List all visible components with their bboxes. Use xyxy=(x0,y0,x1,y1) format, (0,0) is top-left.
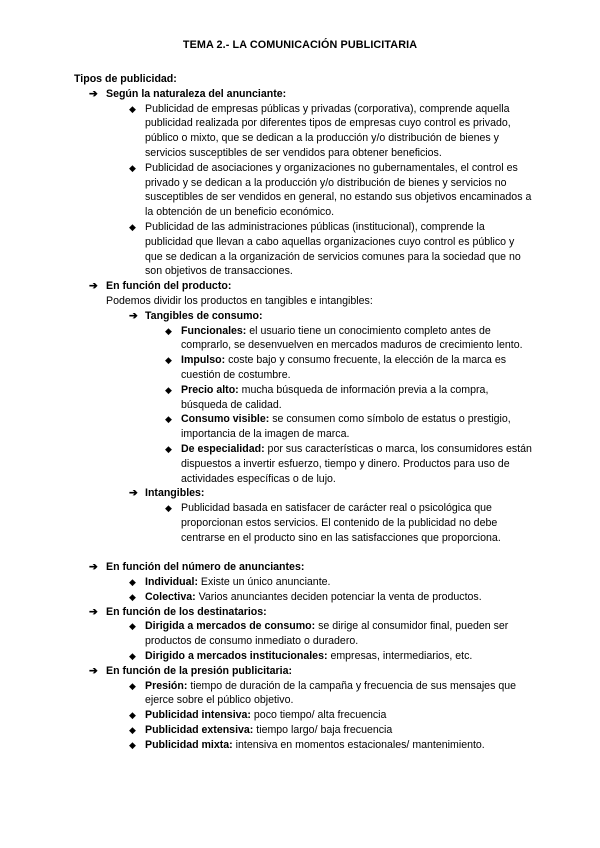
diamond-bullet-icon: ◆ xyxy=(129,591,136,602)
subheading-intangibles: ➔ Intangibles: xyxy=(129,487,205,500)
diamond-bullet-icon: ◆ xyxy=(165,325,172,336)
arrow-icon: ➔ xyxy=(89,605,98,618)
diamond-bullet-icon: ◆ xyxy=(165,443,172,454)
list-item: ◆ Dirigido a mercados institucionales: empresas, intermediarios, etc. xyxy=(129,650,473,663)
list-item: ◆ Presión: tiempo de duración de la campaña y frecuencia de sus mensajes que ejerce sobre el público objetivo. xyxy=(129,679,516,707)
diamond-bullet-icon: ◆ xyxy=(129,651,136,662)
arrow-icon: ➔ xyxy=(129,309,138,322)
arrow-icon: ➔ xyxy=(89,561,98,574)
document-body xyxy=(74,72,534,753)
diamond-bullet-icon: ◆ xyxy=(165,414,172,425)
arrow-icon: ➔ xyxy=(89,280,98,293)
list-item: ◆ Impulso: coste bajo y consumo frecuente, la elección de la marca es cuestión de costumbre. xyxy=(165,354,507,381)
diamond-bullet-icon: ◆ xyxy=(129,725,136,736)
spacer xyxy=(74,546,534,561)
list-item: ◆ Publicidad de las administraciones públicas (institucional), comprende la publicidad que llevan a cabo aquellas organizaciones cuyo control es público y que se dedican a la organización de servicios comunes para la sociedad que no son objetivos de transacciones. xyxy=(129,220,521,278)
diamond-bullet-icon: ◆ xyxy=(129,621,136,632)
diamond-bullet-icon: ◆ xyxy=(129,577,136,588)
list-item: ◆ Precio alto: mucha búsqueda de información previa a la compra, búsqueda de calidad. xyxy=(165,383,489,411)
page-title: TEMA 2.- LA COMUNICACIÓN PUBLICITARIA xyxy=(182,39,418,51)
diamond-bullet-icon: ◆ xyxy=(165,384,172,395)
list-item: ◆ Publicidad de empresas públicas y privadas (corporativa), comprende aquella publicidad realizada por diferentes tipos de empresas cuyo control es privado, público o mixto, que se dedican a la producción y/o distribución de bienes y servicios susceptibles de ser vendidos para obtener beneficios. xyxy=(129,102,511,159)
diamond-bullet-icon: ◆ xyxy=(129,103,136,114)
list-item: ◆ Publicidad intensiva: poco tiempo/ alta frecuencia xyxy=(129,709,387,722)
diamond-bullet-icon: ◆ xyxy=(129,739,136,750)
diamond-bullet-icon: ◆ xyxy=(165,503,172,514)
diamond-bullet-icon: ◆ xyxy=(129,710,136,721)
heading-destinatarios: ➔ En función de los destinatarios: xyxy=(89,605,267,618)
diamond-bullet-icon: ◆ xyxy=(129,680,136,691)
arrow-icon: ➔ xyxy=(129,487,138,500)
list-item: ◆ Publicidad basada en satisfacer de carácter real o psicológica que proporcionan estos servicios. El contenido de la publicidad no debe centrarse en el producto sino en las satisfacciones que proporciona. xyxy=(165,502,501,544)
list-item: ◆ Funcionales: el usuario tiene un conocimiento completo antes de comprarlo, se desenvuelven en mercados maduros de crecimiento lento. xyxy=(165,324,523,352)
list-item: ◆ Individual: Existe un único anunciante. xyxy=(129,576,331,589)
diamond-bullet-icon: ◆ xyxy=(129,162,136,173)
list-item: ◆ Publicidad extensiva: tiempo largo/ baja frecuencia xyxy=(129,724,393,737)
list-item: ◆ Consumo visible: se consumen como símbolo de estatus o prestigio, importancia de la imagen de marca. xyxy=(165,413,511,441)
arrow-icon: ➔ xyxy=(89,664,98,677)
heading-presion-publicitaria: ➔ En función de la presión publicitaria: xyxy=(89,664,293,677)
heading-funcion-producto: ➔ En función del producto: xyxy=(89,280,232,293)
intro-text: Podemos dividir los productos en tangibles e intangibles: xyxy=(106,294,373,307)
list-item: ◆ Dirigida a mercados de consumo: se dirige al consumidor final, pueden ser productos de consumo inmediato o duradero. xyxy=(129,620,509,648)
diamond-bullet-icon: ◆ xyxy=(165,355,172,366)
section-heading-tipos: Tipos de publicidad: xyxy=(74,73,177,85)
arrow-icon: ➔ xyxy=(89,87,98,100)
heading-naturaleza-anunciante: ➔ Según la naturaleza del anunciante: xyxy=(89,87,287,100)
list-item: ◆ Colectiva: Varios anunciantes deciden potenciar la venta de productos. xyxy=(129,590,482,603)
subheading-tangibles: ➔ Tangibles de consumo: xyxy=(129,309,263,322)
list-item: ◆ Publicidad de asociaciones y organizaciones no gubernamentales, el control es privado y se dedican a la producción y/o distribución de bienes y servicios no susceptibles de ser vendidos en general, no estando sus objetivos encaminados a la obtención de un beneficio económico. xyxy=(129,161,532,219)
diamond-bullet-icon: ◆ xyxy=(129,221,136,232)
list-item: ◆ De especialidad: por sus características o marca, los consumidores están dispuestos a invertir esfuerzo, tiempo y dinero. Productos para uso de actividades específicas o de lujo. xyxy=(165,442,532,485)
heading-numero-anunciantes: ➔ En función del número de anunciantes: xyxy=(89,561,305,574)
list-item: ◆ Publicidad mixta: intensiva en momentos estacionales/ mantenimiento. xyxy=(129,738,485,751)
